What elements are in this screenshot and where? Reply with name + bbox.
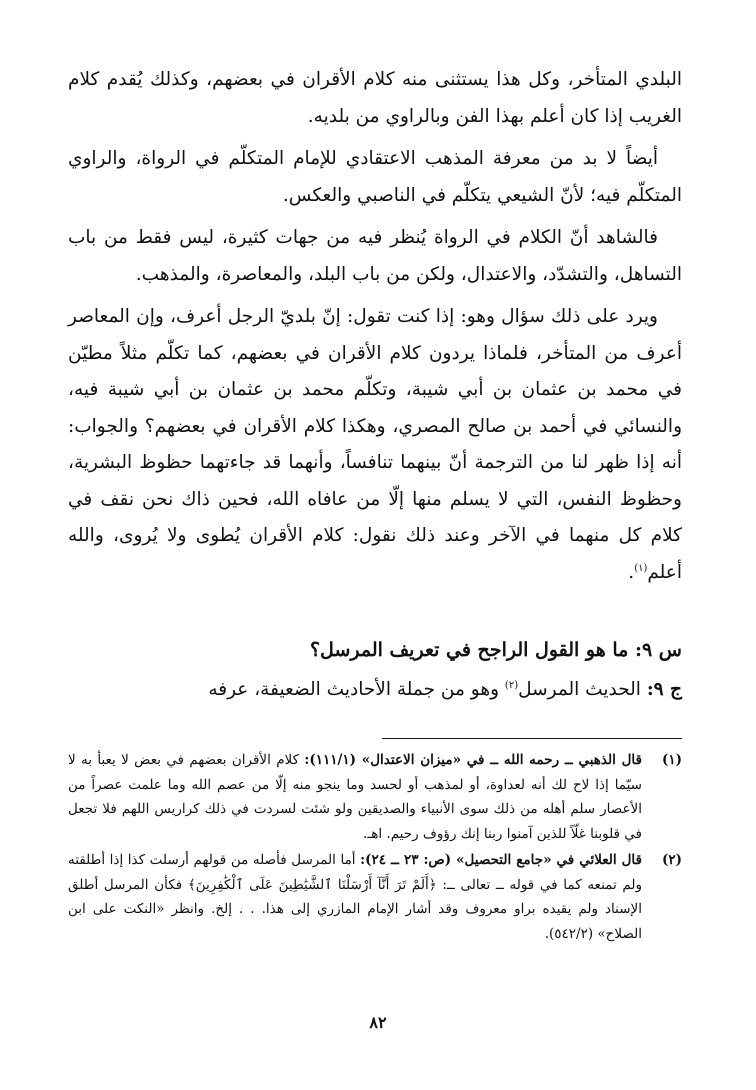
page-number: ٨٢ bbox=[369, 1013, 387, 1032]
footnote-1-lead: قال الذهبي ــ رحمه الله ــ في «ميزان الاعتدال» (١١١/١): bbox=[304, 752, 642, 768]
paragraph-4-end: . bbox=[628, 561, 635, 583]
footnote-divider bbox=[382, 738, 682, 739]
paragraph-3: فالشاهد أنّ الكلام في الرواة يُنظر فيه من جهات كثيرة، ليس فقط من باب التساهل، والتشدّد، والاعتدال، ولكن من باب البلد، والمعاصرة، والمذهب. bbox=[68, 227, 682, 285]
question-heading: س ٩: ما هو القول الراجح في تعريف المرسل؟ bbox=[309, 639, 682, 661]
footnote-1 bbox=[68, 748, 682, 846]
paragraph-1: البلدي المتأخر، وكل هذا يستثنى منه كلام الأقران في بعضهم، وكذلك يُقدم كلام الغريب إذا كان أعلم بهذا الفن وبالراوي من بلديه. bbox=[68, 69, 682, 127]
footnote-ref-2: (٢) bbox=[504, 679, 519, 691]
answer-rest: وهو من جملة الأحاديث الضعيفة، عرفه bbox=[208, 679, 500, 700]
footnote-2-number: (٢) bbox=[661, 852, 682, 868]
footnotes bbox=[68, 748, 682, 948]
footnote-2-text: أما المرسل فأصله من قولهم أرسلت كذا إذا أطلقته ولم تمنعه كما في قوله ــ تعالى ــ: ﴿أَلَمْ تَرَ أَنَّآ أَرْسَلْنَا ٱلشَّيَٰطِينَ عَلَى ٱلْكَٰفِرِينَ﴾ فكأن المرسل أطلق الإسناد ولم يقيده براو معروف وقد أشار الإمام المازري إلى هذا. . . إلخ. وانظر «النكت على ابن الصلاح» (٥٤٢/٢). bbox=[68, 852, 642, 942]
footnote-1-number: (١) bbox=[661, 752, 682, 768]
footnote-2 bbox=[68, 848, 682, 946]
paragraph-4 bbox=[68, 299, 682, 591]
paragraph-2: أيضاً لا بد من معرفة المذهب الاعتقادي للإمام المتكلّم في الرواة، والراوي المتكلّم فيه؛ لأنّ الشيعي يتكلّم في الناصبي والعكس. bbox=[68, 148, 682, 206]
paragraph-4-text: ويرد على ذلك سؤال وهو: إذا كنت تقول: إنّ بلديّ الرجل أعرف، وإن المعاصر أعرف من المتأخر، فلماذا يردون كلام الأقران في بعضهم، كما تكلّم مثلاً مطيّن في محمد بن عثمان بن أبي شيبة، وتكلّم محمد بن عثمان بن أبي شيبة فيه، والنسائي في أحمد بن صالح المصري، وهكذا كلام الأقران في بعضهم؟ والجواب: أنه إذا ظهر لنا من الترجمة أنّ بينهما تنافساً، وأنهما قد جاءتهما حظوظ البشرية، وحظوظ النفس، التي لا يسلم منها إلّا من عافاه الله، فحين ذاك نحن نقف في كلام كل منهما في الآخر وعند ذلك نقول: كلام الأقران يُطوى ولا يُروى، والله أعلم bbox=[68, 306, 682, 583]
main-text bbox=[68, 62, 682, 597]
footnote-2-lead: قال العلائي في «جامع التحصيل» (ص: ٢٣ ــ ٢٤): bbox=[360, 852, 642, 868]
answer-label: ج ٩: bbox=[646, 679, 682, 700]
answer-line bbox=[68, 672, 682, 708]
footnote-ref-1: (١) bbox=[634, 562, 648, 574]
footnote-1-text: كلام الأقران بعضهم في بعض لا يعبأ به لا سيّما إذا لاح لك أنه لعداوة، أو لمذهب أو لحسد وما ينجو منه إلّا من عصم الله وما علمت عصراً من الأعصار سلم أهله من ذلك سوى الأنبياء والصديقين ولو شئت لسردت في ذلك كراريس اللهم فلا تجعل في قلوبنا غلّاً للذين آمنوا ربنا إنك رؤوف رحيم. اهـ. bbox=[68, 752, 642, 842]
answer-text: الحديث المرسل bbox=[518, 679, 641, 700]
